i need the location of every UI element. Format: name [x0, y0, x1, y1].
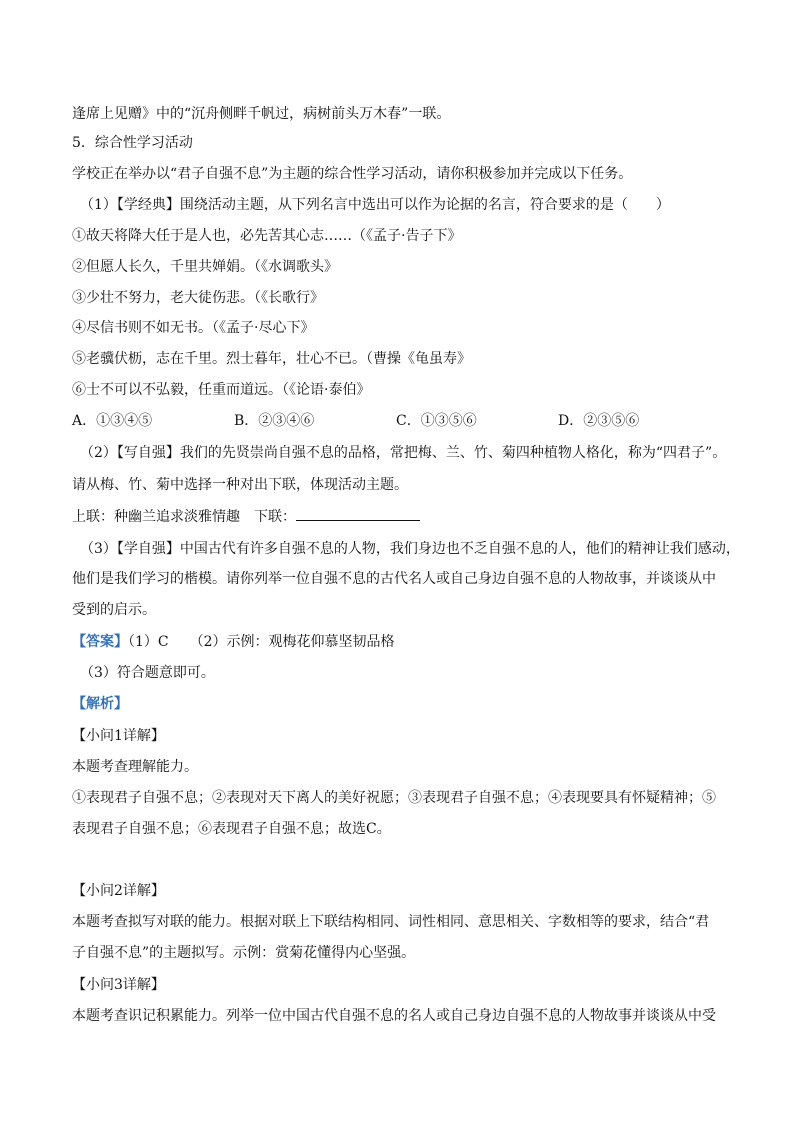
couplet-line [72, 506, 724, 527]
text-line: 子自强不息”的主题拟写。示例：赏菊花懂得内心坚强。 [72, 945, 416, 961]
quote-item: ⑤老骥伏枥，志在千里。烈士暮年，壮心不已。（曹操《龟虽寿》 [72, 351, 471, 367]
text-line: 学校正在举办以“君子自强不息”为主题的综合性学习活动，请你积极参加并完成以下任务。 [72, 166, 633, 182]
option-b: B．②③④⑥ [234, 413, 315, 429]
answer-text: （1）C （2）示例：观梅花仰慕坚韧品格 [128, 634, 395, 650]
option-a: A．①③④⑤ [72, 413, 153, 429]
option-d: D．②③⑤⑥ [558, 413, 640, 429]
section-heading: 5．综合性学习活动 [72, 135, 193, 151]
question-1: （1）【学经典】围绕活动主题，从下列名言中选出可以作为论据的名言，符合要求的是（ ） [80, 197, 670, 213]
analysis-tag: 【解析】 [72, 696, 128, 712]
text-line: 他们是我们学习的楷模。请你列举一位自强不息的古代名人或自己身边自强不息的人物故事，并谈谈从中 [72, 571, 716, 587]
quote-item: ②但愿人长久，千里共婵娟。（《水调歌头》 [72, 259, 338, 275]
text-line: 本题考查理解能力。 [72, 759, 198, 775]
text-line: 请从梅、竹、菊中选择一种对出下联，体现活动主题。 [72, 477, 408, 493]
subquestion-heading: 【小问1详解】 [72, 728, 165, 744]
question-3: （3）【学自强】中国古代有许多自强不息的人物，我们身边也不乏自强不息的人，他们的精神让我们感动， [80, 541, 740, 557]
answer-tag: 【答案】 [72, 634, 128, 650]
answer-line [72, 632, 724, 652]
subquestion-heading: 【小问3详解】 [72, 977, 165, 993]
text-line: ①表现君子自强不息；②表现对天下离人的美好祝愿；③表现君子自强不息；④表现要具有怀疑精神；⑤ [72, 790, 716, 806]
subquestion-heading: 【小问2详解】 [72, 883, 165, 899]
quote-item: ③少壮不努力，老大徒伤悲。（《长歌行》 [72, 290, 324, 306]
answer-blank [296, 506, 420, 521]
answer-options [72, 411, 724, 431]
text-line: 本题考查识记积累能力。列举一位中国古代自强不息的名人或自己身边自强不息的人物故事并谈谈从中受 [72, 1008, 716, 1024]
option-c: C．①③⑤⑥ [396, 413, 477, 429]
text-line: 受到的启示。 [72, 602, 156, 618]
text-line: 逢席上见赠》中的“沉舟侧畔千帆过，病树前头万木春”一联。 [72, 106, 451, 122]
question-2: （2）【写自强】我们的先贤崇尚自强不息的品格，常把梅、兰、竹、菊四种植物人格化，称为“四君子”。 [80, 445, 727, 461]
analysis-heading [72, 694, 724, 714]
answer-line: （3）符合题意即可。 [80, 665, 215, 681]
quote-item: ①故天将降大任于是人也，必先苦其心志……（《孟子·告子下》 [72, 228, 462, 244]
text-line: 表现君子自强不息；⑥表现君子自强不息；故选C。 [72, 821, 391, 837]
text-line: 本题考查拟写对联的能力。根据对联上下联结构相同、词性相同、意思相关、字数相等的要求，结合“君 [72, 914, 710, 930]
quote-item: ④尽信书则不如无书。（《孟子·尽心下》 [72, 320, 315, 336]
couplet-prompt: 上联：种幽兰追求淡雅情趣 下联： [72, 509, 296, 525]
quote-item: ⑥士不可以不弘毅，任重而道远。（《论语·泰伯》 [72, 382, 371, 398]
